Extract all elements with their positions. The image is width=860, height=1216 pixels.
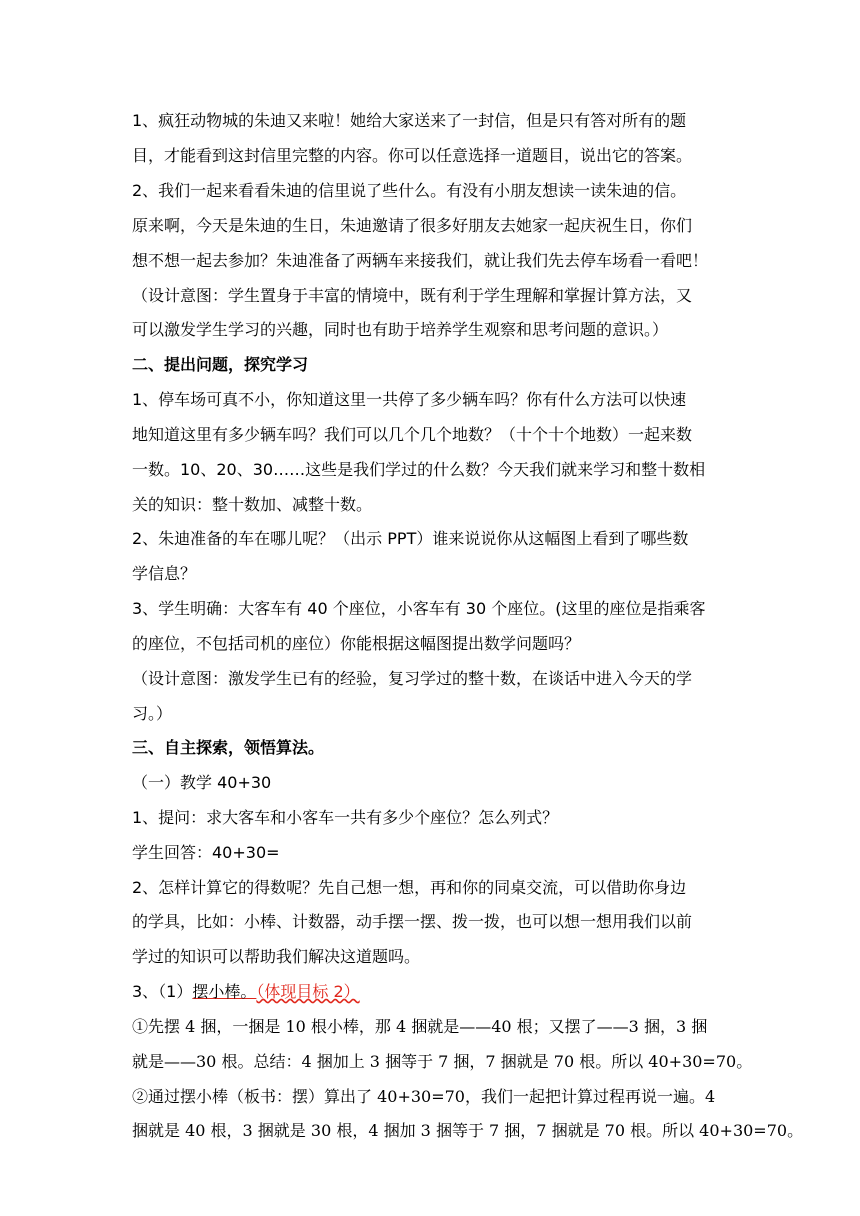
paragraph-line: 习。） [132,704,173,723]
paragraph-line: 1、提问：求大客车和小客车一共有多少个座位？怎么列式？ [132,808,559,827]
paragraph-line: ①先摆 4 捆，一捆是 10 根小棒，那 4 捆就是——40 根；又摆了——3 捆，3 捆 [132,1017,708,1036]
section-heading: 三、自主探索，领悟算法。 [132,738,325,757]
paragraph-line: 学过的知识可以帮助我们解决这道题吗。 [132,947,421,966]
paragraph-line: 目，才能看到这封信里完整的内容。你可以任意选择一道题目，说出它的答案。 [132,146,693,165]
paragraph-line: 学生回答：40+30= [132,843,280,862]
paragraph-line: （设计意图：学生置身于丰富的情境中，既有利于学生理解和掌握计算方法，又 [132,286,693,305]
section-heading: 二、提出问题，探究学习 [132,355,309,374]
paragraph-line: 3、学生明确：大客车有 40 个座位，小客车有 30 个座位。(这里的座位是指乘客 [132,599,706,618]
paragraph-line [132,982,360,1002]
paragraph-line: 就是——30 根。总结：4 捆加上 3 捆等于 7 捆，7 捆就是 70 根。所以 40+30=70。 [132,1052,753,1071]
paragraph-line: 地知道这里有多少辆车吗？我们可以几个几个地数？（十个十个地数）一起来数 [132,425,693,444]
paragraph-line: （设计意图：激发学生已有的经验，复习学过的整十数，在谈话中进入今天的学 [132,669,693,688]
paragraph-line: 想不想一起去参加？朱迪准备了两辆车来接我们，就让我们先去停车场看一看吧！ [132,251,709,270]
paragraph-line: ②通过摆小棒（板书：摆）算出了 40+30=70，我们一起把计算过程再说一遍。4 [132,1087,716,1106]
paragraph-line: 2、朱迪准备的车在哪儿呢？（出示 PPT）谁来说说你从这幅图上看到了哪些数 [132,529,689,548]
line-prefix: 3、（1） [132,982,193,1001]
paragraph-line: 的座位，不包括司机的座位）你能根据这幅图提出数学问题吗？ [132,634,581,653]
paragraph-line: 捆就是 40 根，3 捆就是 30 根，4 捆加 3 捆等于 7 捆，7 捆就是 70 根。所以 40+30=70。 [132,1121,804,1140]
paragraph-line: 2、怎样计算它的得数呢？先自己想一想，再和你的同桌交流，可以借助你身边 [132,878,687,897]
paragraph-line: 关的知识：整十数加、减整十数。 [132,495,373,514]
paragraph-line: 一数。10、20、30……这些是我们学过的什么数？今天我们就来学习和整十数相 [132,460,706,479]
paragraph-line: （一）教学 40+30 [132,773,272,792]
paragraph-line: 原来啊，今天是朱迪的生日，朱迪邀请了很多好朋友去她家一起庆祝生日，你们 [132,216,693,235]
paragraph-line: 可以激发学生学习的兴趣，同时也有助于培养学生观察和思考问题的意识。） [132,320,669,339]
red-annotation: （体现目标 2） [256,982,360,1001]
underlined-text: 摆小棒。 [192,982,257,1001]
paragraph-line: 2、我们一起来看看朱迪的信里说了些什么。有没有小朋友想读一读朱迪的信。 [132,181,687,200]
paragraph-line: 学信息？ [132,564,197,583]
paragraph-line: 1、疯狂动物城的朱迪又来啦！她给大家送来了一封信，但是只有答对所有的题 [132,111,687,130]
paragraph-line: 的学具，比如：小棒、计数器，动手摆一摆、拨一拨，也可以想一想用我们以前 [132,912,693,931]
paragraph-line: 1、停车场可真不小，你知道这里一共停了多少辆车吗？你有什么方法可以快速 [132,390,687,409]
